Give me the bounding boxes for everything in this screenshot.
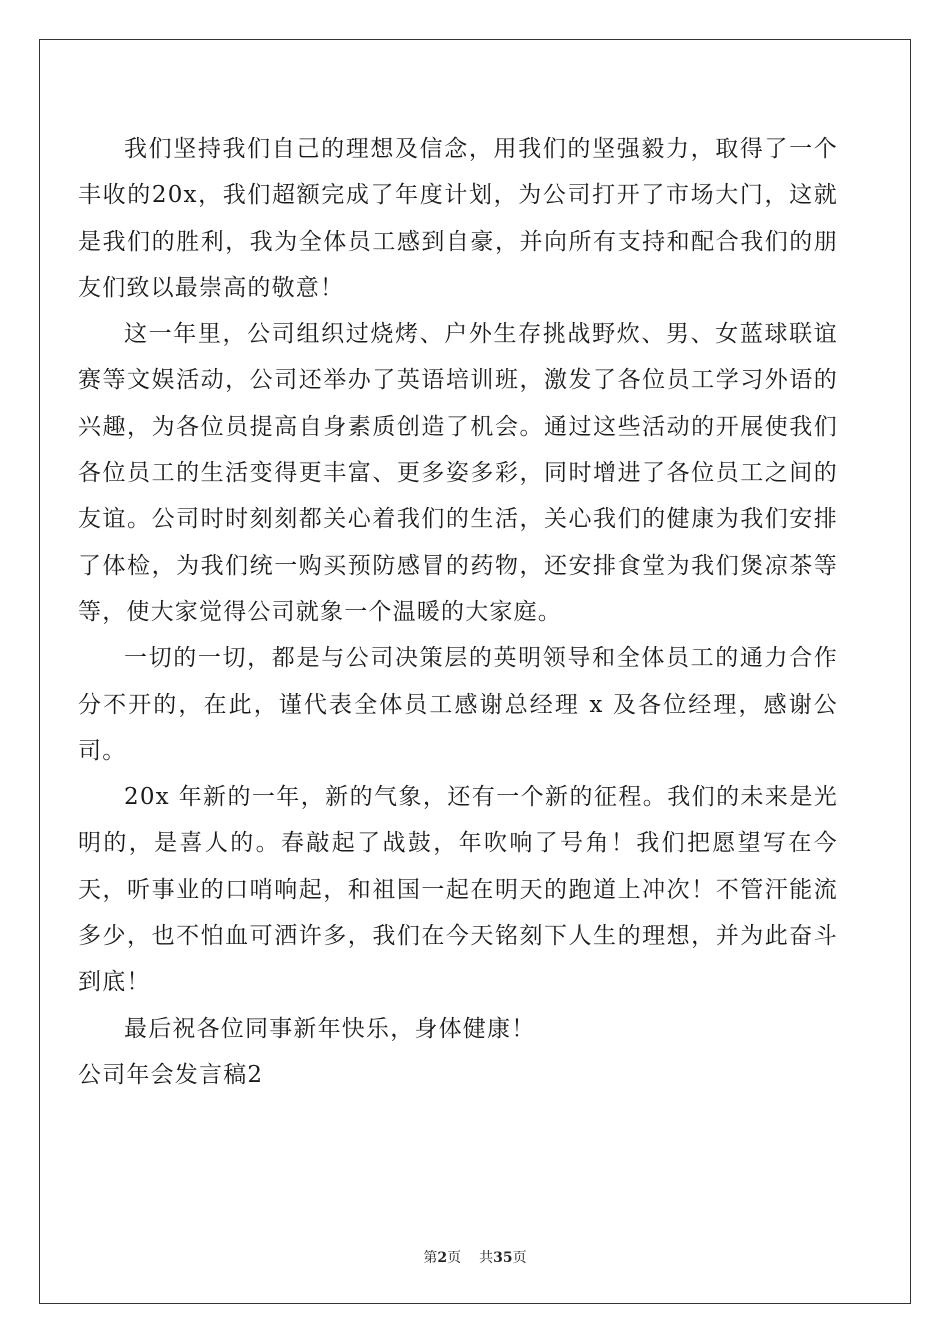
paragraph-1: 我们坚持我们自己的理想及信念，用我们的坚强毅力，取得了一个丰收的20x，我们超额完成了年度计划，为公司打开了市场大门，这就是我们的胜利，我为全体员工感到自豪，并向所有支持和配合我们的朋友们致以最崇高的敬意！ [78, 136, 838, 301]
section-heading: 公司年会发言稿2 [78, 1061, 264, 1088]
total-pages-number: 35 [493, 1250, 513, 1266]
total-prefix: 共 [479, 1250, 494, 1266]
page-prefix: 第 [423, 1250, 438, 1266]
page-footer [0, 1247, 950, 1267]
paragraph-3: 一切的一切，都是与公司决策层的英明领导和全体员工的通力合作分不开的，在此，谨代表全体员工感谢总经理 x 及各位经理，感谢公司。 [78, 645, 838, 764]
paragraph-4: 20x 年新的一年，新的气象，还有一个新的征程。我们的未来是光明的，是喜人的。春敲起了战鼓，年吹响了号角！我们把愿望写在今天，听事业的口哨响起，和祖国一起在明天的跑道上冲次！不管汗能流多少，也不怕血可洒许多，我们在今天铭刻下人生的理想，并为此奋斗到底！ [78, 784, 838, 996]
page-suffix: 页 [447, 1250, 462, 1266]
document-body [78, 126, 838, 1098]
paragraph-2: 这一年里，公司组织过烧烤、户外生存挑战野炊、男、女蓝球联谊赛等文娱活动，公司还举办了英语培训班，激发了各位员工学习外语的兴趣，为各位员提高自身素质创造了机会。通过这些活动的开展使我们各位员工的生活变得更丰富、更多姿多彩，同时增进了各位员工之间的友谊。公司时时刻刻都关心着我们的生活，关心我们的健康为我们安排了体检，为我们统一购买预防感冒的药物，还安排食堂为我们煲凉茶等等，使大家觉得公司就象一个温暖的大家庭。 [78, 321, 838, 625]
current-page-number: 2 [437, 1250, 448, 1266]
paragraph-5: 最后祝各位同事新年快乐，身体健康！ [124, 1015, 536, 1042]
total-suffix: 页 [512, 1250, 527, 1266]
